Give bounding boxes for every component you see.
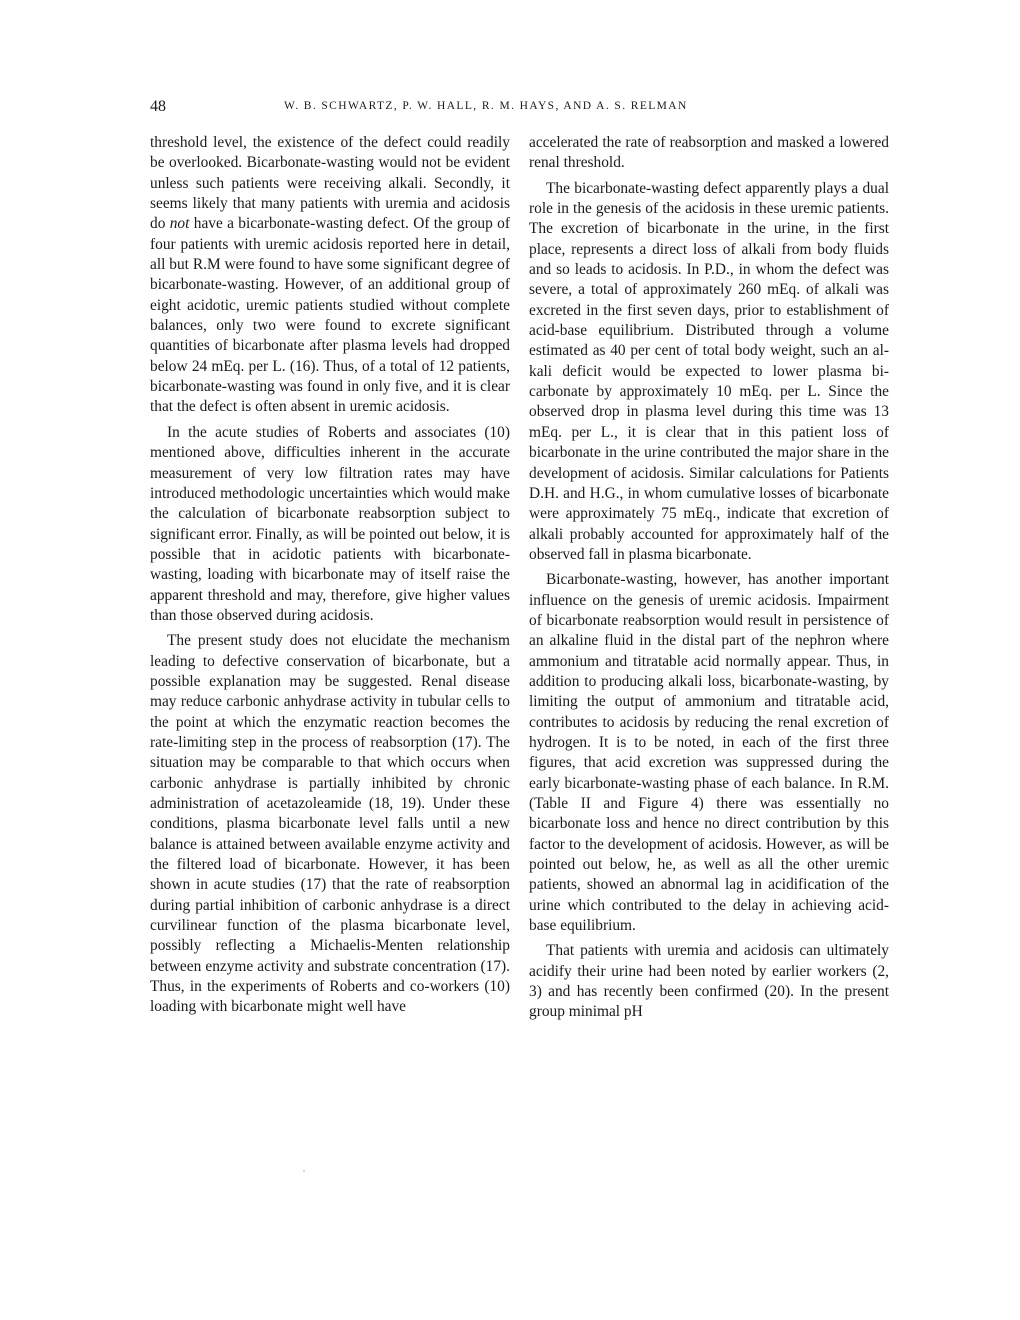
right-paragraph-2: The bicarbonate-wasting defect apparently plays a dual role in the genesis of the acidosis in these uremic patients. The excretion of bicarbonate in the urine, in the first place, represents a direct loss of alkali from body fluids and so leads to acidosis. In P.D., in whom the defect was severe, a total of approximately 260 mEq. of alkali was excreted in the first seven days, prior to establishment of acid-base equilibrium. Distributed through a volume estimated as 40 per cent of total body weight, such an alkali deficit would be expected to lower plasma bicarbonate by approximately 10 mEq. per L. Since the observed drop in plasma level during this time was 13 mEq. per L., it is clear that in this patient loss of bicarbonate in the urine contributed the major share in the development of acidosis. Similar calculations for Patients D.H. and H.G., in whom cumulative losses of bicarbonate were approximately 75 mEq., indicate that excretion of alkali probably accounted for approximately half of the observed fall in plasma bicarbonate. (529, 179, 889, 563)
right-column (529, 133, 889, 1023)
left-paragraph-2: In the acute studies of Roberts and associates (10) mentioned above, difficulties inherent in the accurate measurement of very low filtration rates may have introduced methodologic uncertainties which would make the calculation of bicarbonate reabsorption subject to significant error. Finally, as will be pointed out below, it is possible that in acidotic patients with bicarbonate-wasting, loading with bicarbonate may of itself raise the apparent threshold and may, therefore, give higher values than those observed during acidosis. (150, 423, 510, 624)
right-paragraph-4: That patients with uremia and acidosis can ultimately acidify their urine had been noted by earlier workers (2, 3) and has recently been confirmed (20). In the present group minimal pH (529, 942, 889, 1021)
right-paragraph-1: accelerated the rate of reabsorption and masked a lowered renal threshold. (529, 134, 889, 172)
left-p1-text-b: have a bicarbonate-wasting defect. Of the group of four patients with uremic acidosis reported here in detail, all but R.M were found to have some significant degree of bicarbonate-wasting. However, of an additional group of eight acidotic, uremic patients studied without complete balances, only two were found to excrete significant quantities of bicarbonate after plasma levels had dropped below 24 mEq. per L. (16). Thus, of a total of 12 patients, bicarbonate-wasting was found in only five, and it is clear that the defect is often absent in uremic acidosis. (150, 215, 510, 416)
left-p1-text-a: threshold level, the existence of the defect could readily be overlooked. Bicarbonate-wasting would not be evident unless such patients were receiving alkali. Secondly, it seems likely that many patients with uremia and acidosis do (150, 134, 510, 233)
running-head: W. B. SCHWARTZ, P. W. HALL, R. M. HAYS, AND A. S. RELMAN (284, 100, 688, 112)
left-p1-emphasis: not (169, 215, 190, 233)
left-column (150, 133, 510, 1018)
page-number: 48 (150, 98, 166, 115)
right-paragraph-3: Bicarbonate-wasting, however, has another important influence on the genesis of uremic acidosis. Impairment of bicarbonate reabsorption would result in persistence of an alkaline fluid in the distal part of the nephron where ammonium and titratable acid normally appear. Thus, in addition to producing alkali loss, bicarbonate-wasting, by limiting the output of ammonium and titratable acid, contributes to acidosis by reducing the renal excretion of hydrogen. It is to be noted, in each of the first three figures, that acid excretion was suppressed during the early bicarbonate-wasting phase of each balance. In R.M. (Table II and Figure 4) there was essentially no bicarbonate loss and hence no direct contribution by this factor to the development of acidosis. However, as will be pointed out below, he, as well as all the other uremic patients, showed an abnormal lag in acidification of the urine which contributed to the delay in achieving acid-base equilibrium. (529, 571, 889, 935)
left-paragraph-1 (150, 133, 510, 418)
left-paragraph-3: The present study does not elucidate the mechanism leading to defective conservation of bicarbonate, but a possible explanation may be suggested. Renal disease may reduce carbonic anhydrase activity in tubular cells to the point at which the enzymatic reaction becomes the rate-limiting step in the process of reabsorption (17). The situation may be comparable to that which occurs when carbonic anhydrase is partially inhibited by chronic administration of acetazoleamide (18, 19). Under these conditions, plasma bicarbonate level falls until a new balance is attained between available enzyme activity and the filtered load of bicarbonate. However, it has been shown in acute studies (17) that the rate of reabsorption during partial inhibition of carbonic anhydrase is a direct curvilinear function of the plasma bicarbonate level, possibly reflecting a Michaelis-Menten relationship between enzyme activity and substrate concentration (17). Thus, in the experiments of Roberts and co-workers (10) loading with bicarbonate might well have (150, 632, 510, 1016)
scan-speck (303, 1170, 305, 1172)
